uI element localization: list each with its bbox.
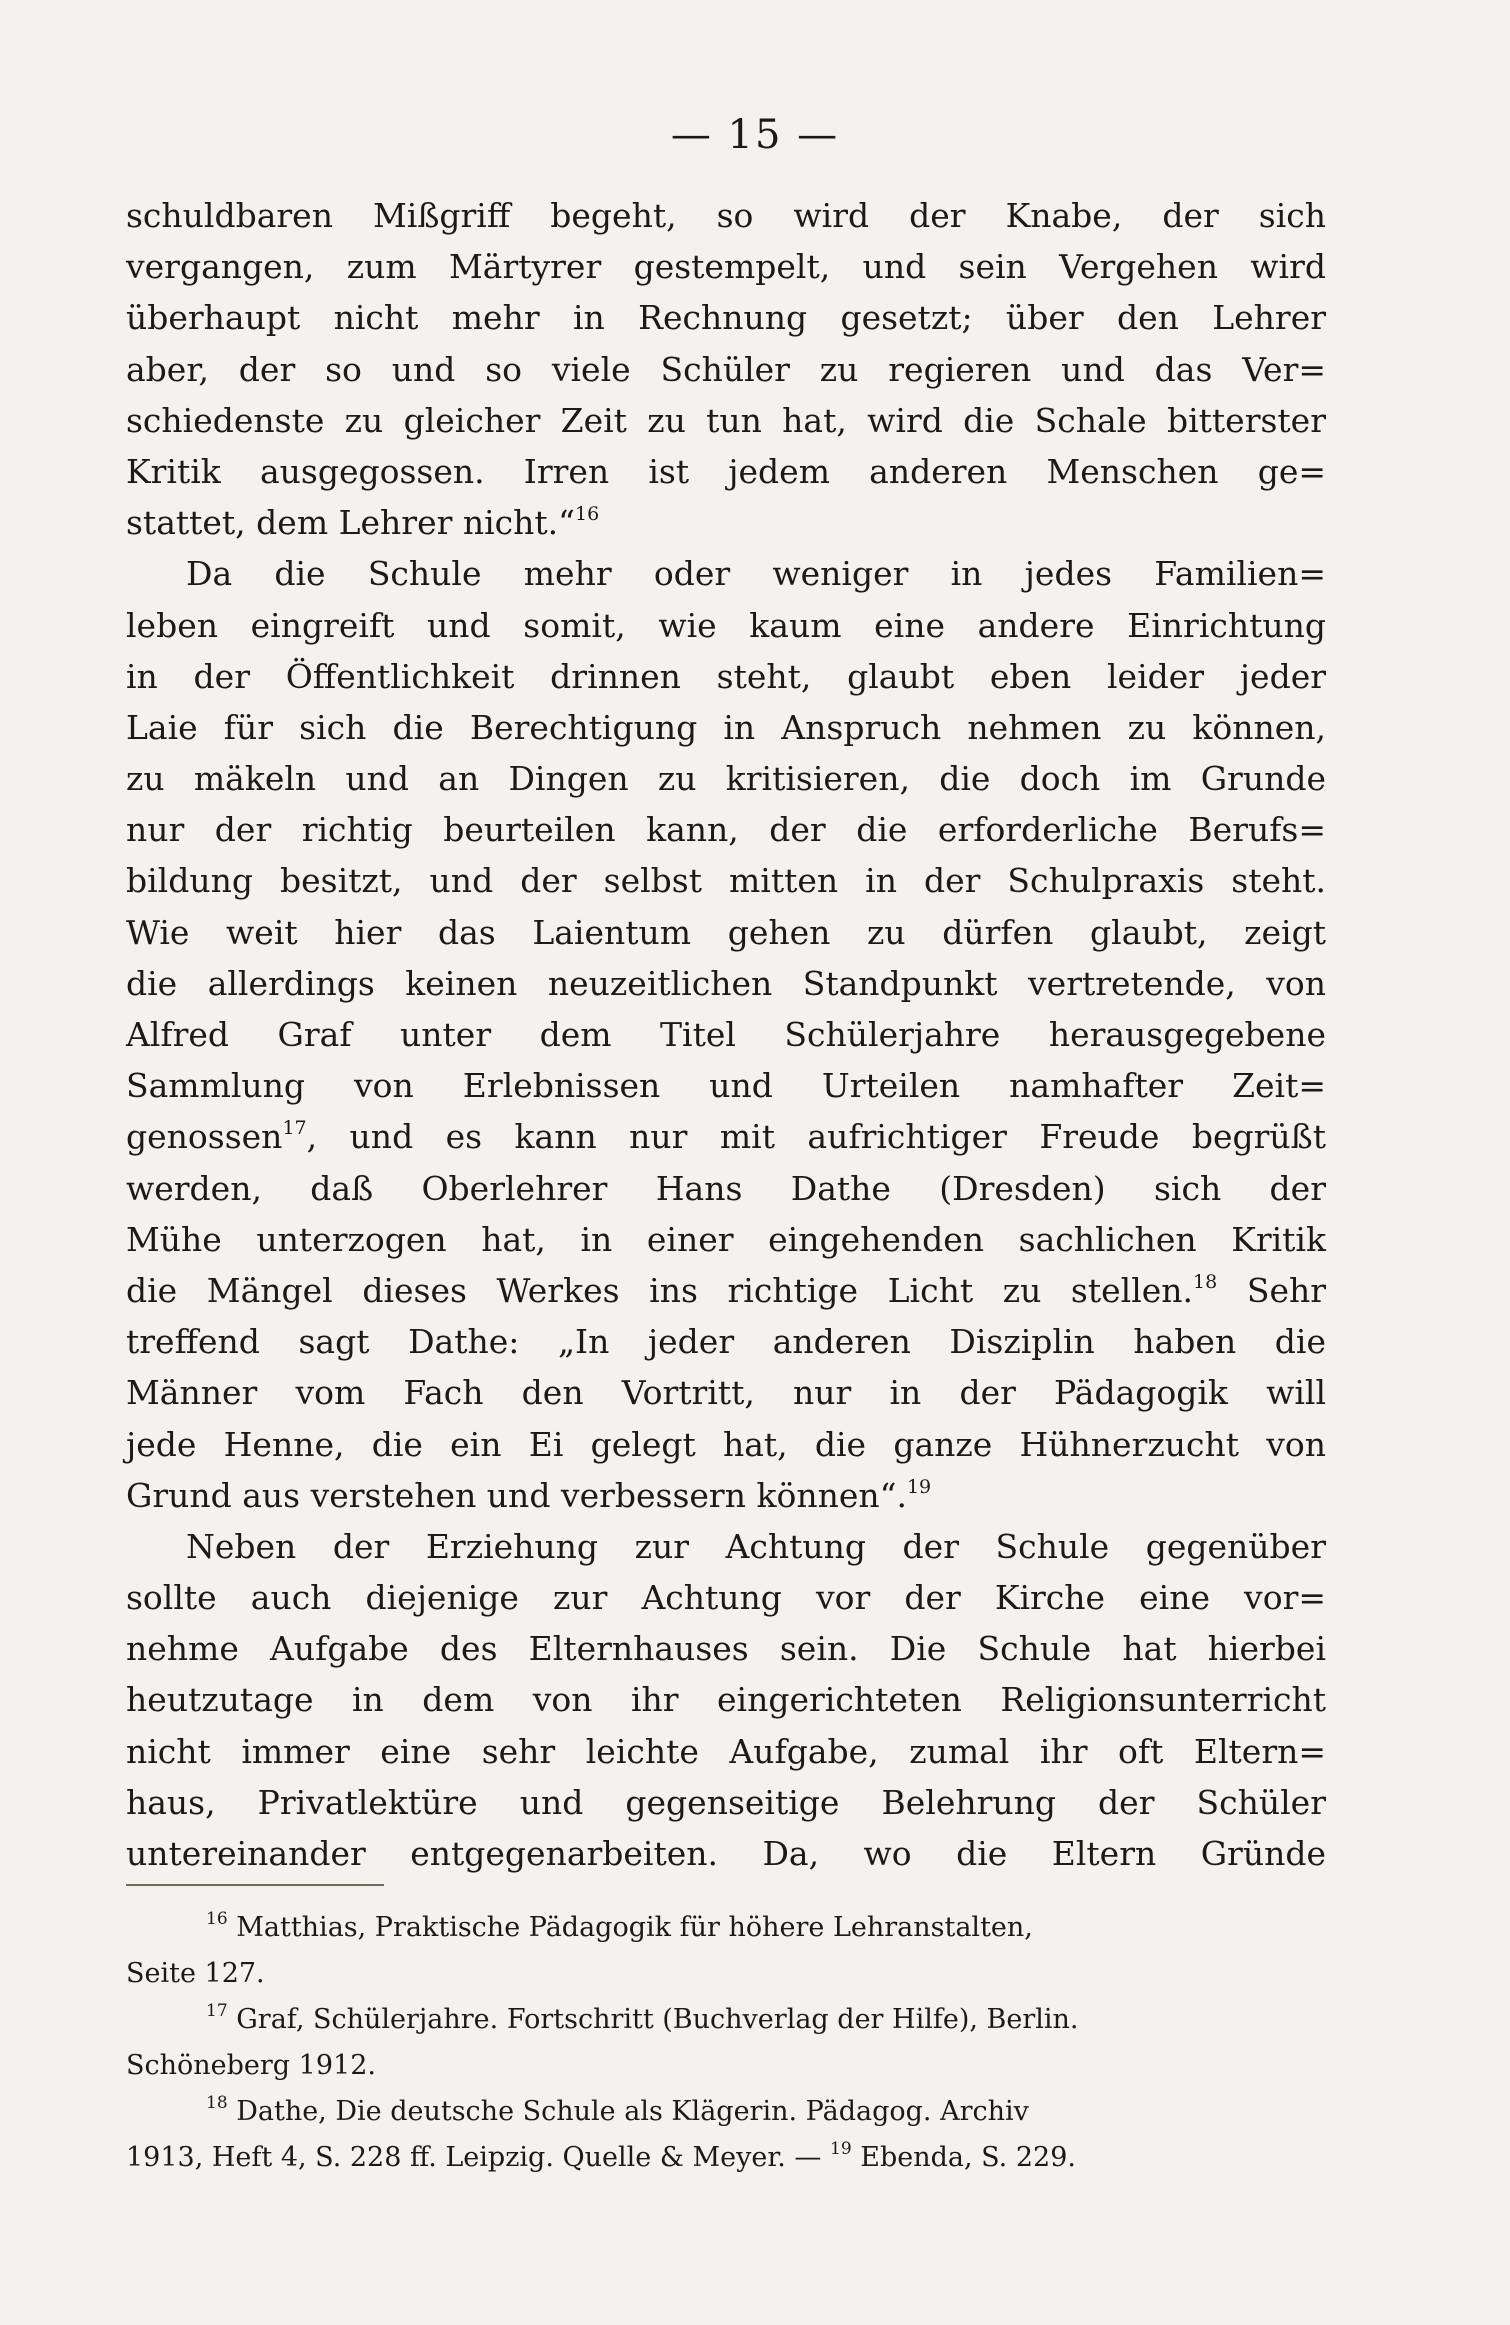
text-line — [126, 1623, 1326, 1674]
line-text: Kritik ausgegossen. Irren ist jedem anderen Menschen ge= — [126, 451, 1326, 491]
line-text: in der Öffentlichkeit drinnen steht, glaubt eben leider jeder — [126, 656, 1326, 696]
text-line — [126, 1111, 1326, 1162]
text-line — [126, 497, 1326, 548]
line-text: Grund aus verstehen und verbessern können“. — [126, 1475, 907, 1515]
text-line — [126, 446, 1326, 497]
line-text: stattet, dem Lehrer nicht.“ — [126, 503, 576, 543]
line-text: leben eingreift und somit, wie kaum eine andere Einrichtung — [126, 605, 1326, 645]
footnote-line — [126, 1905, 1326, 1951]
footnote-text: 1913, Heft 4, S. 228 ff. Leipzig. Quelle & Meyer. — — [126, 2142, 831, 2173]
footnote-marker: 18 — [1193, 1270, 1218, 1293]
text-line — [126, 855, 1326, 906]
text-line — [126, 292, 1326, 343]
line-text: nehme Aufgabe des Elternhauses sein. Die Schule hat hierbei — [126, 1629, 1326, 1669]
footnote-text: Graf, Schülerjahre. Fortschritt (Buchverlag der Hilfe), Berlin. — [227, 2004, 1079, 2035]
line-text: überhaupt nicht mehr in Rechnung gesetzt; über den Lehrer — [126, 298, 1326, 338]
text-line — [126, 1828, 1326, 1879]
text-line — [126, 1009, 1326, 1060]
line-text: nicht immer eine sehr leichte Aufgabe, zumal ihr oft Eltern= — [126, 1731, 1326, 1771]
text-line — [126, 753, 1326, 804]
line-text: Wie weit hier das Laientum gehen zu dürfen glaubt, zeigt — [126, 912, 1326, 952]
text-line — [126, 600, 1326, 651]
line-text: vergangen, zum Märtyrer gestempelt, und sein Vergehen wird — [126, 247, 1326, 287]
footnote-marker: 16 — [575, 503, 600, 526]
line-text: haus, Privatlektüre und gegenseitige Belehrung der Schüler — [126, 1782, 1326, 1822]
footnote-line — [126, 1951, 1326, 1997]
text-line — [126, 1163, 1326, 1214]
line-text-continued: , und es kann nur mit aufrichtiger Freude begrüßt — [306, 1117, 1326, 1157]
line-text: sollte auch diejenige zur Achtung vor der Kirche eine vor= — [126, 1578, 1326, 1618]
line-text: werden, daß Oberlehrer Hans Dathe (Dresden) sich der — [126, 1168, 1326, 1208]
line-text: Laie für sich die Berechtigung in Anspruch nehmen zu können, — [126, 707, 1326, 747]
footnote-number: 16 — [206, 1909, 228, 1929]
line-text: zu mäkeln und an Dingen zu kritisieren, die doch im Grunde — [126, 759, 1326, 799]
footnote-line — [126, 1997, 1326, 2043]
line-text-continued: Sehr — [1217, 1270, 1327, 1310]
line-text: aber, der so und so viele Schüler zu regieren und das Ver= — [126, 349, 1326, 389]
footnote-text: Schöneberg 1912. — [126, 2050, 376, 2081]
line-text: Neben der Erziehung zur Achtung der Schule gegenüber — [186, 1526, 1326, 1566]
text-line — [126, 702, 1326, 753]
text-line — [126, 1316, 1326, 1367]
footnote-divider — [126, 1884, 384, 1886]
footnote-marker: 19 — [906, 1475, 932, 1498]
line-text: schuldbaren Mißgriff begeht, so wird der Knabe, der sich — [126, 196, 1326, 235]
line-text: untereinander entgegenarbeiten. Da, wo die Eltern Gründe — [126, 1834, 1326, 1873]
page-number: — 15 — — [670, 112, 840, 158]
footnote-text: Dathe, Die deutsche Schule als Klägerin. Pädagog. Archiv — [227, 2096, 1029, 2127]
footnote-number: 19 — [830, 2139, 852, 2159]
footnote-line — [126, 2043, 1326, 2089]
line-text: die allerdings keinen neuzeitlichen Standpunkt vertretende, von — [126, 963, 1326, 1003]
footnote-line — [126, 2135, 1326, 2181]
text-line — [126, 1060, 1326, 1111]
text-line — [126, 1674, 1326, 1725]
text-line — [126, 395, 1326, 446]
text-line — [126, 1521, 1326, 1572]
footnote-number: 17 — [206, 2001, 228, 2021]
text-line — [126, 804, 1326, 855]
text-line — [126, 1419, 1326, 1470]
line-text: genossen — [126, 1117, 283, 1157]
text-line — [126, 344, 1326, 395]
text-line — [126, 1265, 1326, 1316]
line-text: treffend sagt Dathe: „In jeder anderen Disziplin haben die — [126, 1322, 1326, 1362]
footnote-number: 18 — [206, 2093, 228, 2113]
line-text: nur der richtig beurteilen kann, der die erforderliche Berufs= — [126, 810, 1326, 850]
footnotes — [126, 1905, 1326, 2181]
text-line — [126, 907, 1326, 958]
text-line — [126, 1572, 1326, 1623]
text-line — [126, 241, 1326, 292]
footnote-line — [126, 2089, 1326, 2135]
text-line — [126, 548, 1326, 599]
line-text: Da die Schule mehr oder weniger in jedes Familien= — [186, 554, 1326, 594]
text-line — [126, 190, 1326, 241]
footnote-text: Seite 127. — [126, 1958, 265, 1989]
line-text: heutzutage in dem von ihr eingerichteten Religionsunterricht — [126, 1680, 1326, 1720]
text-line — [126, 1214, 1326, 1265]
line-text: die Mängel dieses Werkes ins richtige Licht zu stellen. — [126, 1270, 1194, 1310]
line-text: Sammlung von Erlebnissen und Urteilen namhafter Zeit= — [126, 1066, 1326, 1106]
text-line — [126, 1726, 1326, 1777]
text-line — [126, 958, 1326, 1009]
line-text: Männer vom Fach den Vortritt, nur in der Pädagogik will — [126, 1373, 1326, 1413]
footnote-text: Matthias, Praktische Pädagogik für höhere Lehranstalten, — [227, 1912, 1033, 1943]
text-line — [126, 1367, 1326, 1418]
footnote-text-continued: Ebenda, S. 229. — [851, 2142, 1076, 2173]
line-text: bildung besitzt, und der selbst mitten in der Schulpraxis steht. — [126, 861, 1326, 901]
text-line — [126, 1777, 1326, 1828]
line-text: Alfred Graf unter dem Titel Schülerjahre herausgegebene — [126, 1015, 1326, 1054]
body-text — [126, 190, 1326, 1879]
line-text: schiedenste zu gleicher Zeit zu tun hat, wird die Schale bitterster — [126, 400, 1326, 440]
footnote-marker: 17 — [282, 1117, 307, 1140]
line-text: Mühe unterzogen hat, in einer eingehenden sachlichen Kritik — [126, 1219, 1326, 1259]
text-line — [126, 1470, 1326, 1521]
text-line — [126, 651, 1326, 702]
line-text: jede Henne, die ein Ei gelegt hat, die ganze Hühnerzucht von — [126, 1424, 1326, 1464]
